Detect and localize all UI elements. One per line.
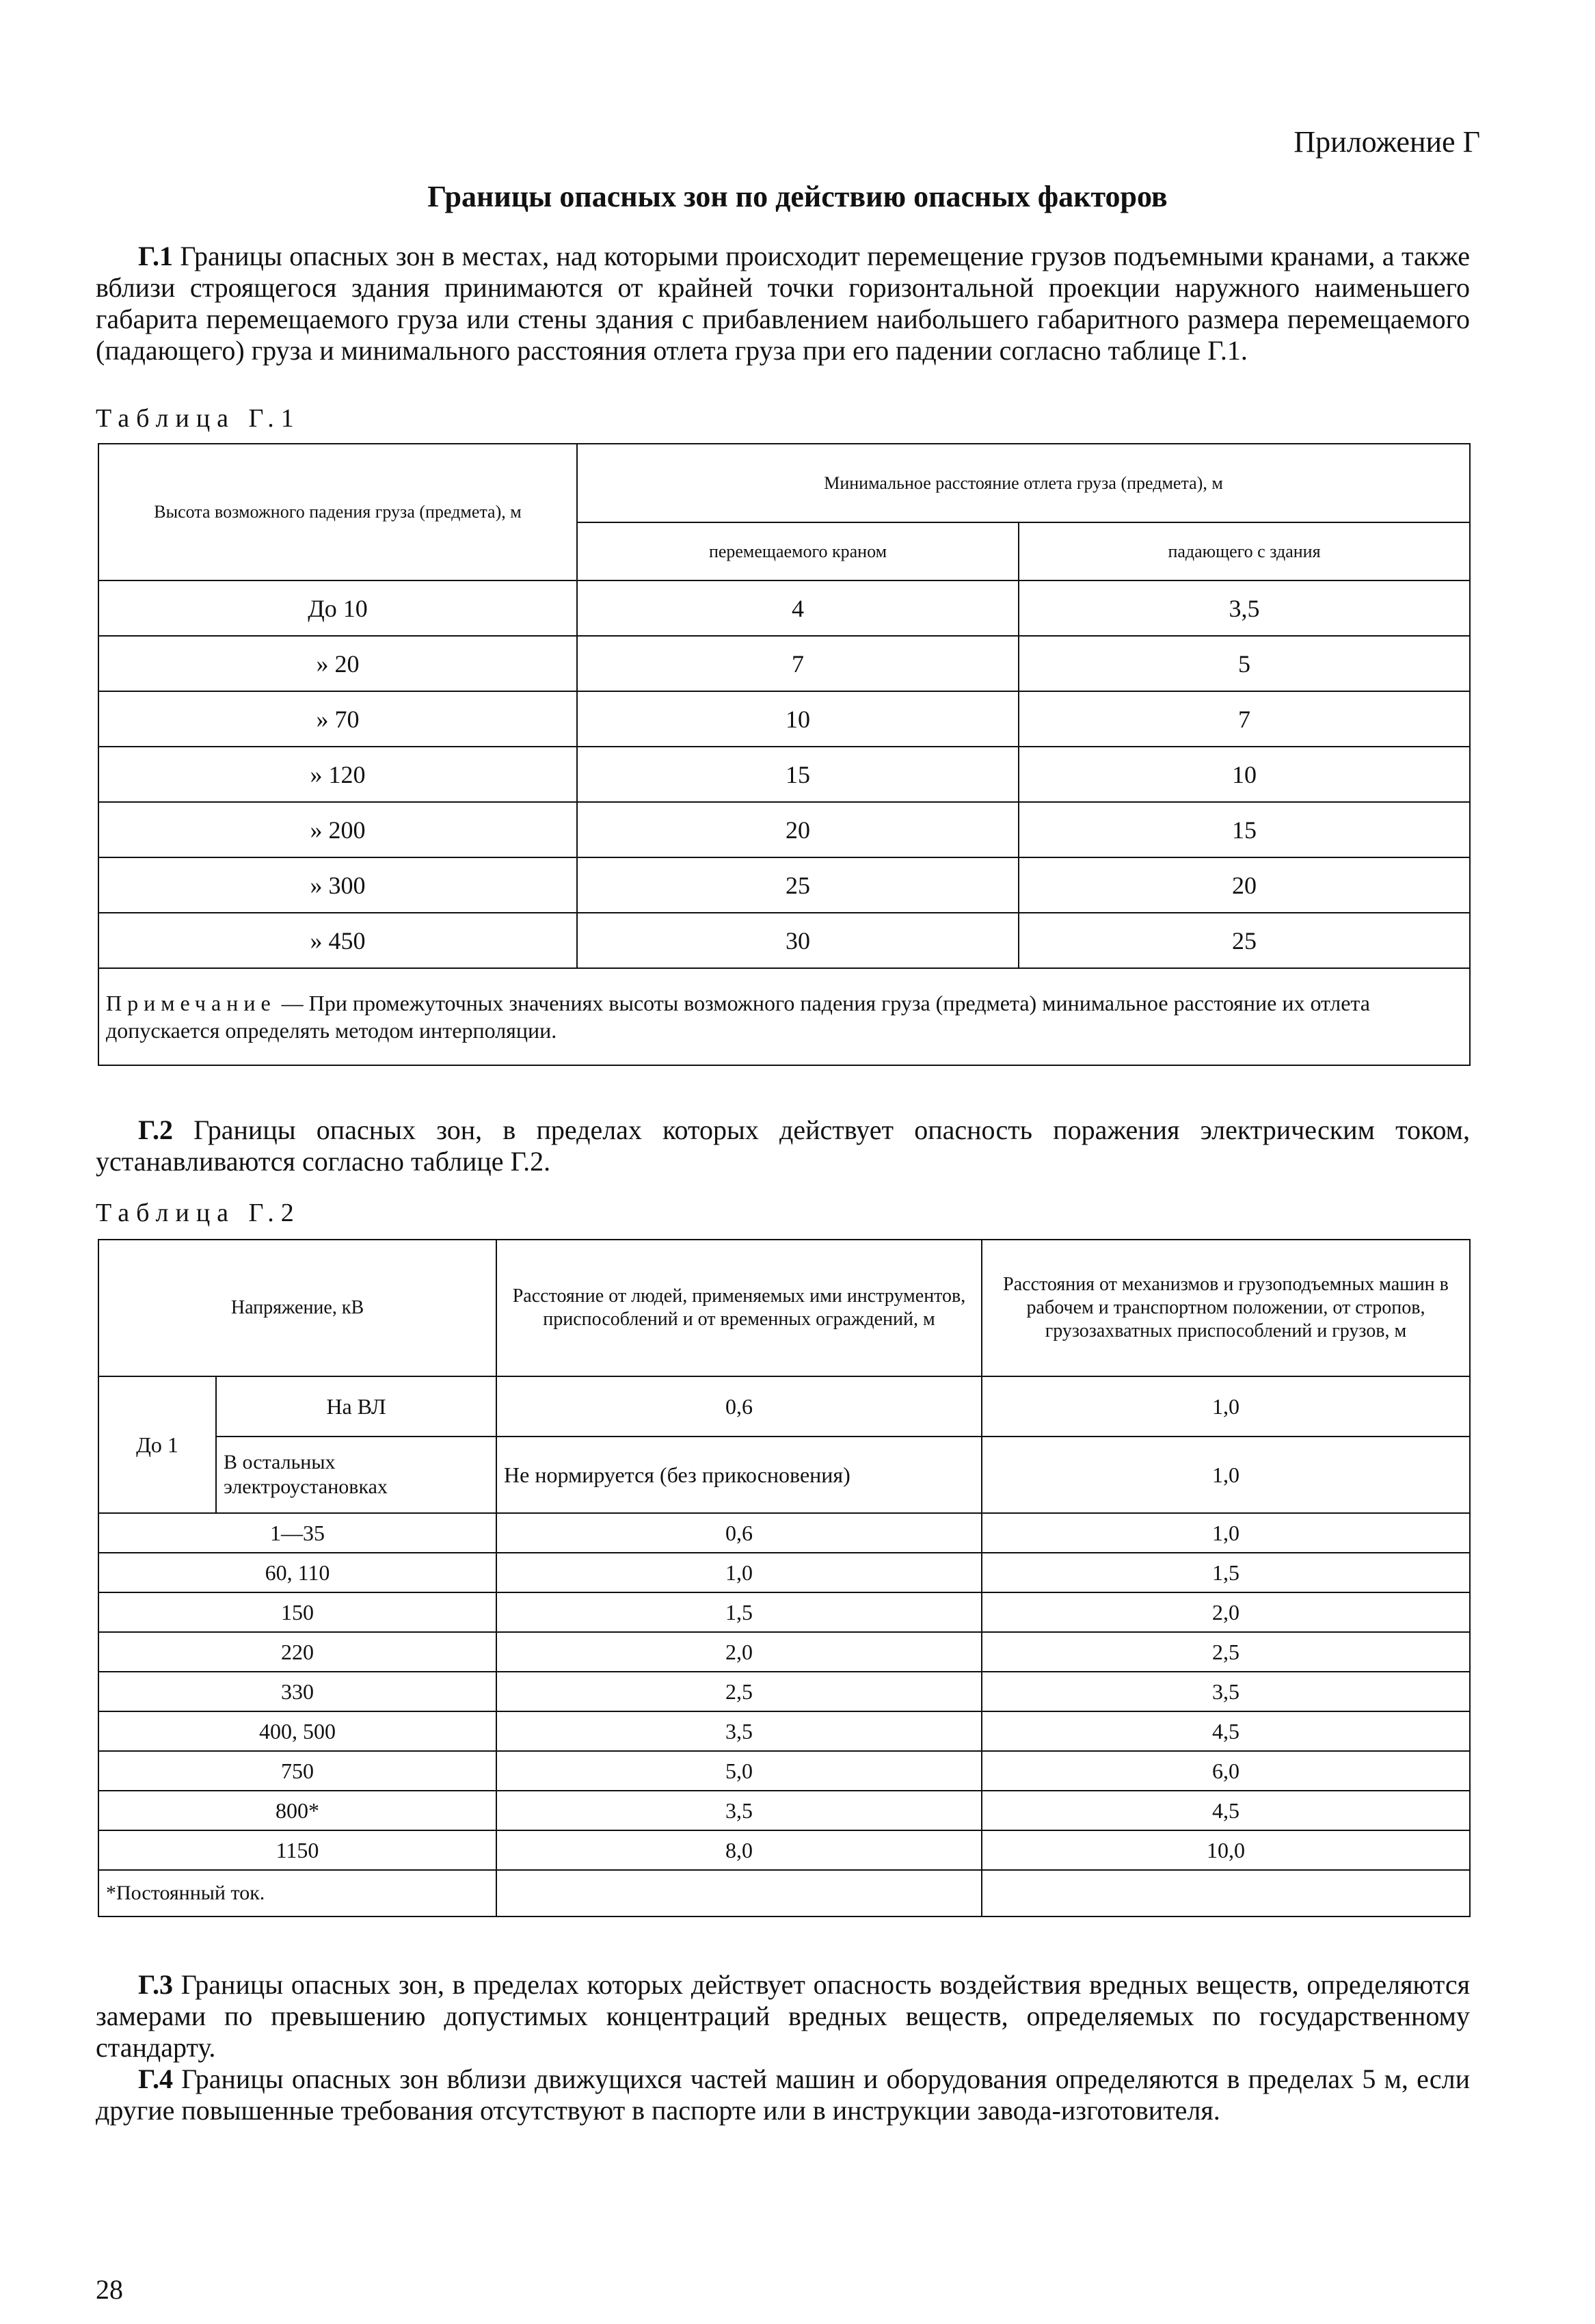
cell-crane: 4 xyxy=(577,580,1019,636)
cell-voltage: 60, 110 xyxy=(98,1553,496,1592)
cell-building: 20 xyxy=(1019,857,1470,913)
paragraph-text: Границы опасных зон вблизи движущихся частей машин и оборудования определяются в пределах 5 м, если другие повышенные требования отсутствуют в паспорте или в инструкции завода-изготовителя. xyxy=(96,2063,1470,2126)
cell-height: » 120 xyxy=(98,747,577,802)
table-row xyxy=(98,1711,1470,1751)
paragraph-text: Границы опасных зон, в пределах которых действует опасность поражения электрическим током, устанавливаются согласно таблице Г.2. xyxy=(96,1114,1470,1177)
cell-crane: 20 xyxy=(577,802,1019,857)
table-caption: Таблица Г.1 xyxy=(96,404,301,433)
cell-voltage: 800* xyxy=(98,1791,496,1830)
cell-building: 15 xyxy=(1019,802,1470,857)
table-row xyxy=(98,1553,1470,1592)
cell-height: До 10 xyxy=(98,580,577,636)
cell-building: 3,5 xyxy=(1019,580,1470,636)
cell-machines: 4,5 xyxy=(982,1711,1470,1751)
header-height: Высота возможного падения груза (предмета), м xyxy=(98,444,577,580)
paragraph-text: Границы опасных зон в местах, над которыми происходит перемещение грузов подъемными кранами, а также вблизи строящегося здания принимаются от крайней точки горизонтальной проекции наружного наименьшего габарита перемещаемого груза или стены здания с прибавлением наибольшего габаритного размера перемещаемого (падающего) груза и минимального расстояния отлета груза при его падении согласно таблице Г.1. xyxy=(96,241,1470,366)
table-row xyxy=(98,1830,1470,1870)
cell-crane: 15 xyxy=(577,747,1019,802)
table-row xyxy=(98,802,1470,857)
empty-cell xyxy=(982,1870,1470,1916)
cell-building: 10 xyxy=(1019,747,1470,802)
cell-building: 5 xyxy=(1019,636,1470,691)
cell-machines: 2,5 xyxy=(982,1632,1470,1672)
cell-machines: 6,0 xyxy=(982,1751,1470,1791)
table-row xyxy=(98,857,1470,913)
table-row xyxy=(98,636,1470,691)
note-text: — При промежуточных значениях высоты возможного падения груза (предмета) минимальное расстояние их отлета допускается определять методом интерполяции. xyxy=(106,991,1370,1043)
cell-voltage: 150 xyxy=(98,1592,496,1632)
cell-people: 8,0 xyxy=(496,1830,982,1870)
cell-crane: 7 xyxy=(577,636,1019,691)
table-row xyxy=(98,1751,1470,1791)
table-row xyxy=(98,1672,1470,1711)
paragraph-number: Г.4 xyxy=(138,2063,173,2094)
cell-people: 2,5 xyxy=(496,1672,982,1711)
cell-height: » 200 xyxy=(98,802,577,857)
cell-voltage-upto1: До 1 xyxy=(98,1376,216,1513)
table-caption: Таблица Г.2 xyxy=(96,1199,301,1227)
cell-people: 5,0 xyxy=(496,1751,982,1791)
cell-machines: 4,5 xyxy=(982,1791,1470,1830)
paragraph-number: Г.1 xyxy=(138,241,173,271)
cell-crane: 25 xyxy=(577,857,1019,913)
table-row xyxy=(98,691,1470,747)
table-g2 xyxy=(98,1239,1471,1917)
cell-voltage: 330 xyxy=(98,1672,496,1711)
header-people-distance: Расстояние от людей, применяемых ими инструментов, приспособлений и от временных ограждений, м xyxy=(496,1240,982,1376)
empty-cell xyxy=(496,1870,982,1916)
cell-height: » 450 xyxy=(98,913,577,968)
table-row xyxy=(98,580,1470,636)
cell-height: » 300 xyxy=(98,857,577,913)
cell-machines: 10,0 xyxy=(982,1830,1470,1870)
cell-building: 25 xyxy=(1019,913,1470,968)
cell-voltage: 750 xyxy=(98,1751,496,1791)
cell-people: 3,5 xyxy=(496,1711,982,1751)
note-label: Примечание xyxy=(106,991,276,1015)
paragraph-number: Г.3 xyxy=(138,1969,173,2000)
cell-subtype: В остальных электроустановках xyxy=(216,1437,496,1513)
table-row xyxy=(98,913,1470,968)
table-row xyxy=(98,747,1470,802)
cell-people: 0,6 xyxy=(496,1376,982,1437)
cell-machines: 1,0 xyxy=(982,1513,1470,1553)
cell-machines: 2,0 xyxy=(982,1592,1470,1632)
paragraph-g2 xyxy=(96,1114,1470,1177)
cell-people: 2,0 xyxy=(496,1632,982,1672)
cell-machines: 3,5 xyxy=(982,1672,1470,1711)
paragraph-text: Границы опасных зон, в пределах которых действует опасность воздействия вредных веществ, определяются замерами по превышению допустимых концентраций вредных веществ, определяемых по государственному стандарту. xyxy=(96,1969,1470,2063)
cell-height: » 20 xyxy=(98,636,577,691)
table-g1 xyxy=(98,443,1471,1066)
cell-crane: 10 xyxy=(577,691,1019,747)
cell-machines: 1,0 xyxy=(982,1437,1470,1513)
table-row xyxy=(98,1513,1470,1553)
cell-voltage: 1150 xyxy=(98,1830,496,1870)
header-building: падающего с здания xyxy=(1019,522,1470,580)
cell-machines: 1,5 xyxy=(982,1553,1470,1592)
page-title: Границы опасных зон по действию опасных факторов xyxy=(427,180,1168,213)
cell-building: 7 xyxy=(1019,691,1470,747)
header-voltage: Напряжение, кВ xyxy=(98,1240,496,1376)
appendix-label: Приложение Г xyxy=(1294,125,1480,159)
cell-people: Не нормируется (без прикосновения) xyxy=(496,1437,982,1513)
table-note xyxy=(98,968,1470,1065)
cell-voltage: 1—35 xyxy=(98,1513,496,1553)
cell-subtype: На ВЛ xyxy=(216,1376,496,1437)
table-row xyxy=(98,1632,1470,1672)
header-crane: перемещаемого краном xyxy=(577,522,1019,580)
paragraph-g3 xyxy=(96,1969,1470,2063)
cell-height: » 70 xyxy=(98,691,577,747)
cell-people: 0,6 xyxy=(496,1513,982,1553)
cell-machines: 1,0 xyxy=(982,1376,1470,1437)
paragraph-g4 xyxy=(96,2063,1470,2126)
header-min-distance: Минимальное расстояние отлета груза (предмета), м xyxy=(577,444,1470,522)
cell-voltage: 220 xyxy=(98,1632,496,1672)
table-row xyxy=(98,1791,1470,1830)
page-number: 28 xyxy=(96,2274,123,2305)
header-machines-distance: Расстояния от механизмов и грузоподъемных машин в рабочем и транспортном положении, от стропов, грузозахватных приспособлений и грузов, м xyxy=(982,1240,1470,1376)
paragraph-number: Г.2 xyxy=(138,1114,173,1145)
table-footnote: *Постоянный ток. xyxy=(98,1870,496,1916)
cell-crane: 30 xyxy=(577,913,1019,968)
cell-people: 3,5 xyxy=(496,1791,982,1830)
cell-people: 1,5 xyxy=(496,1592,982,1632)
cell-people: 1,0 xyxy=(496,1553,982,1592)
cell-voltage: 400, 500 xyxy=(98,1711,496,1751)
paragraph-g1 xyxy=(96,241,1470,366)
table-row xyxy=(98,1592,1470,1632)
